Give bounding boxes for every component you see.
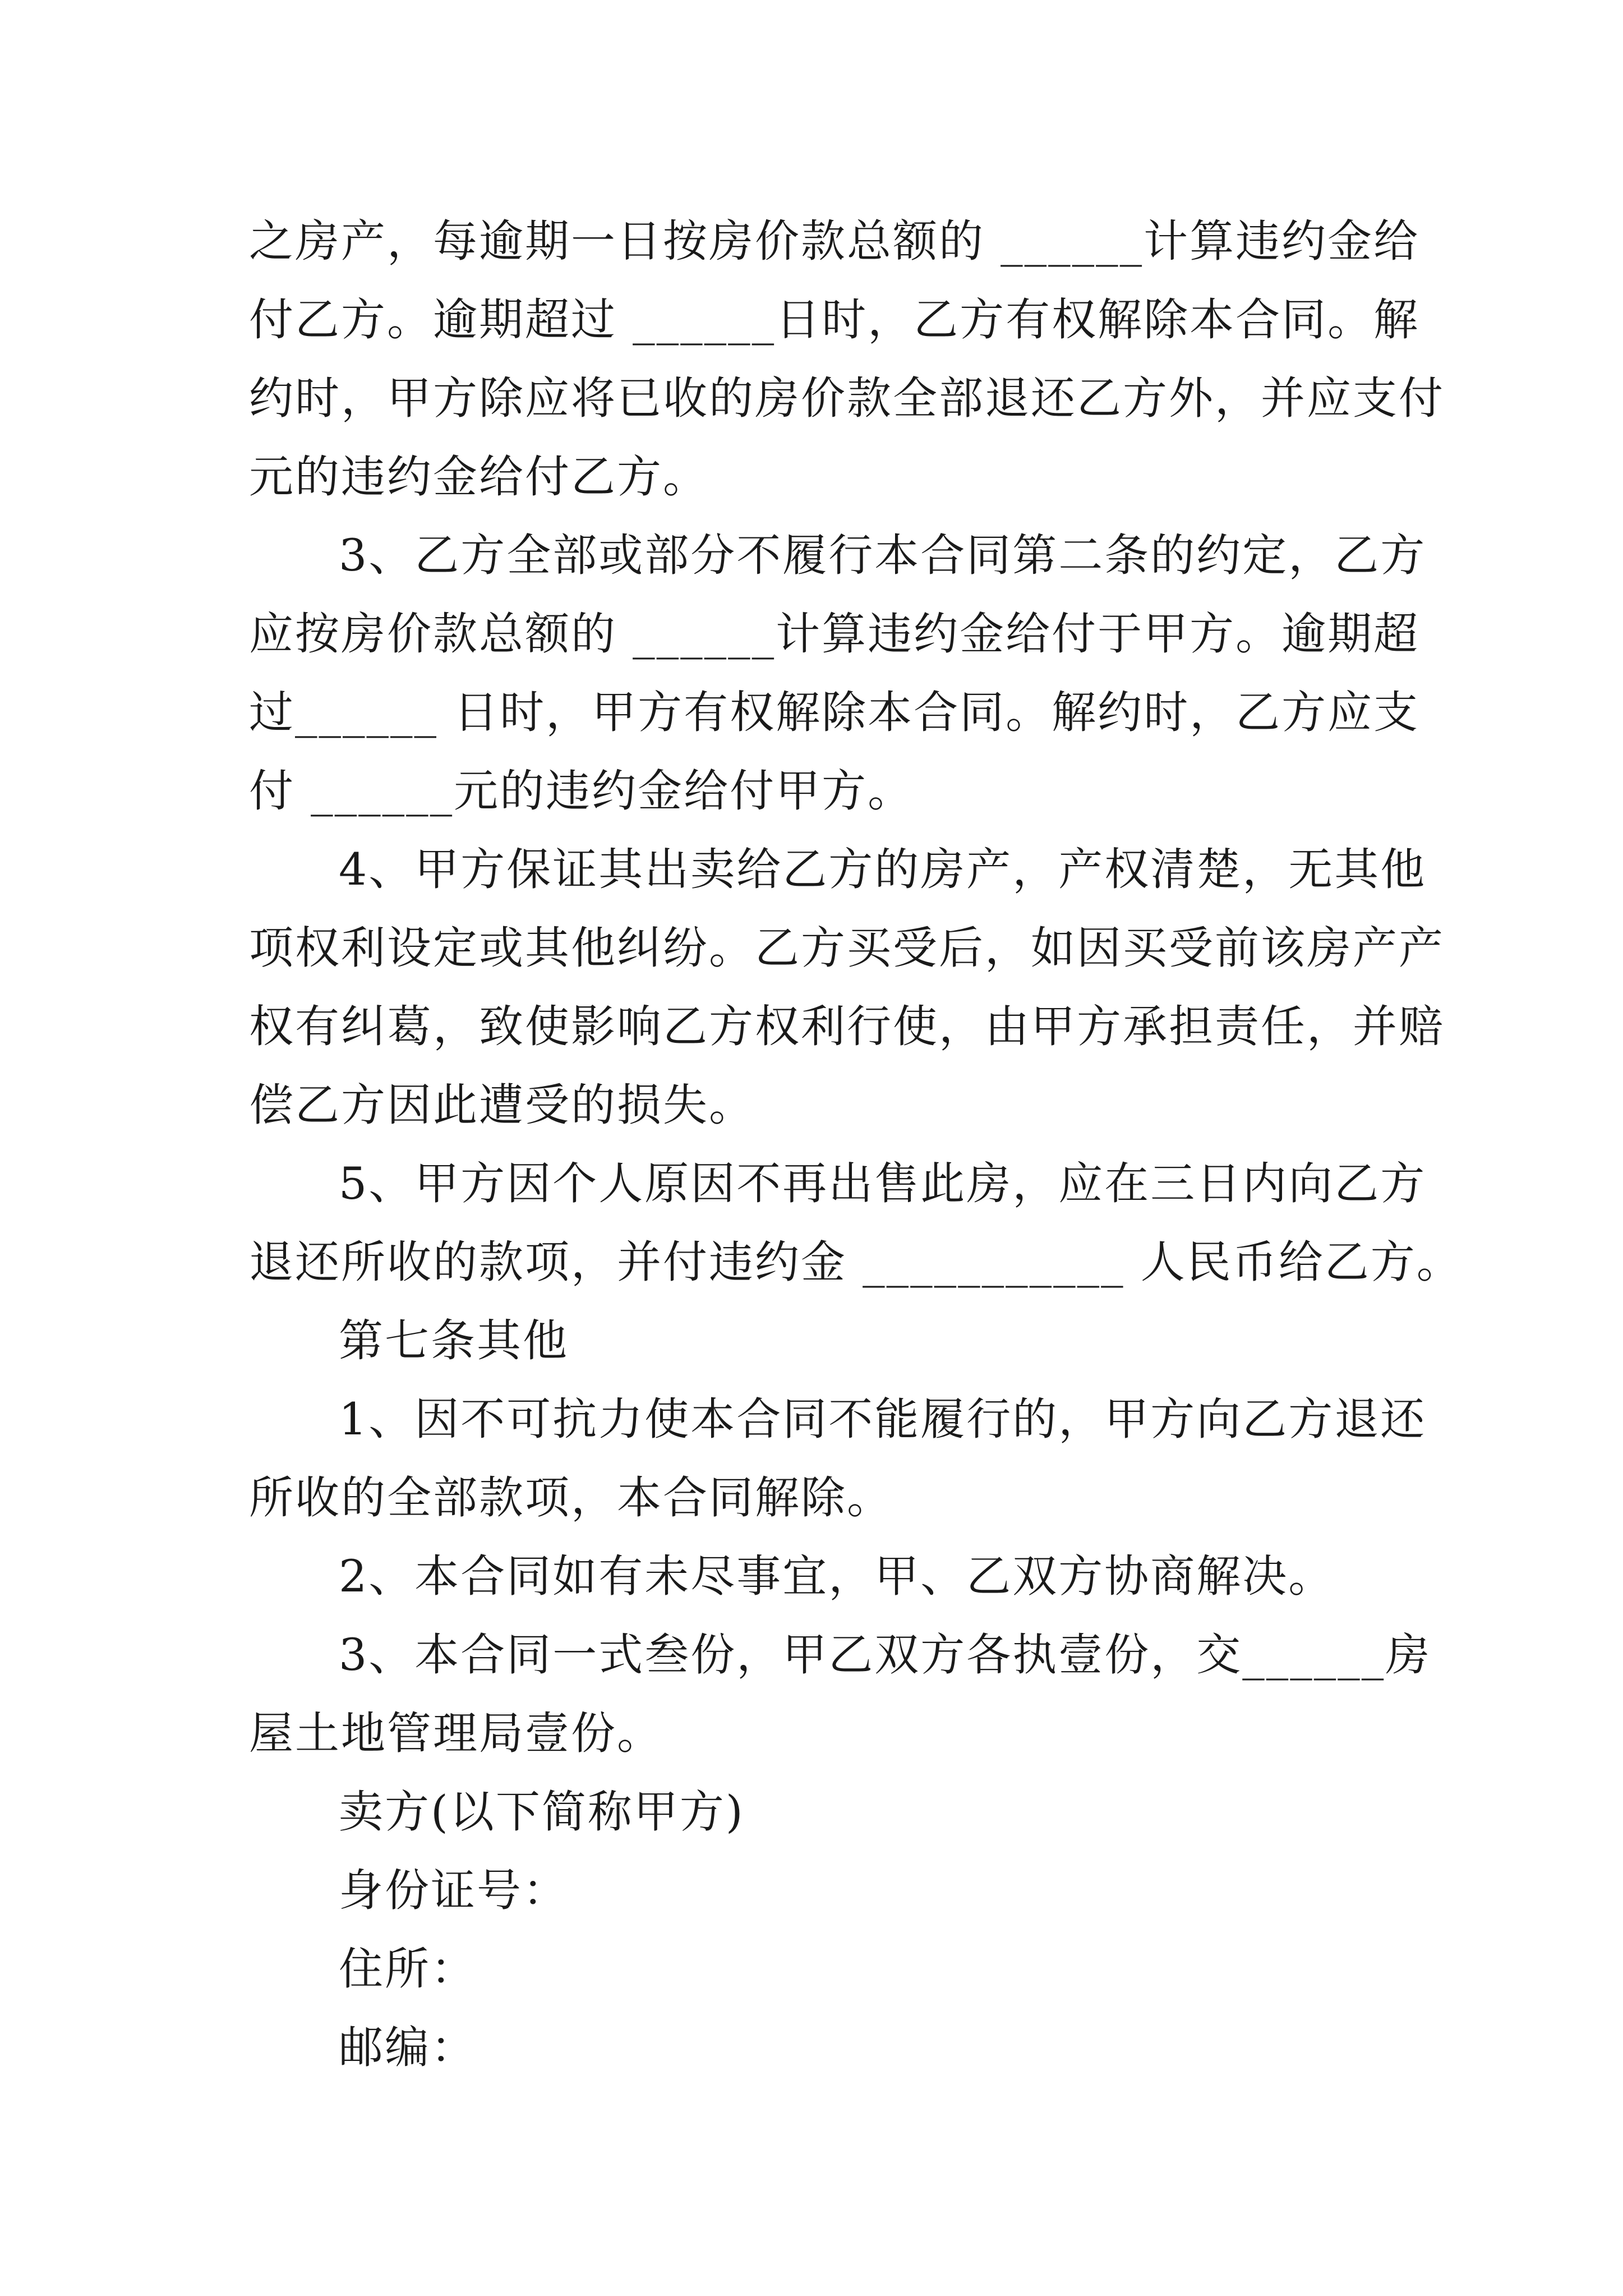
text-line: 付乙方。逾期超过 ______日时，乙方有权解除本合同。解 bbox=[249, 294, 1420, 346]
text-line: 权有纠葛，致使影响乙方权利行使，由甲方承担责任，并赔 bbox=[249, 1001, 1445, 1052]
text-line: 屋土地管理局壹份。 bbox=[249, 1708, 663, 1759]
text-line: 之房产，每逾期一日按房价款总额的 ______计算违约金给 bbox=[249, 215, 1420, 267]
text-line: 项权利设定或其他纠纷。乙方买受后，如因买受前该房产产 bbox=[249, 922, 1445, 974]
text-line: 3、乙方全部或部分不履行本合同第二条的约定，乙方 bbox=[339, 530, 1427, 581]
address-label: 住所： bbox=[339, 1943, 477, 1995]
text-line: 过______ 日时，甲方有权解除本合同。解约时，乙方应支 bbox=[249, 687, 1420, 738]
text-line: 1、因不可抗力使本合同不能履行的，甲方向乙方退还 bbox=[339, 1393, 1427, 1445]
text-line: 偿乙方因此遭受的损失。 bbox=[249, 1079, 755, 1131]
text-line: 退还所收的款项，并付违约金 ___________ 人民币给乙方。 bbox=[249, 1236, 1463, 1288]
section-heading: 第七条其他 bbox=[339, 1315, 569, 1366]
text-line: 所收的全部款项，本合同解除。 bbox=[249, 1472, 893, 1524]
text-line: 应按房价款总额的 ______计算违约金给付于甲方。逾期超 bbox=[249, 608, 1420, 660]
id-number-label: 身份证号： bbox=[339, 1865, 569, 1916]
text-line: 5、甲方因个人原因不再出售此房，应在三日内向乙方 bbox=[339, 1158, 1427, 1209]
contract-text bbox=[249, 202, 1463, 2087]
postcode-label: 邮编： bbox=[339, 2022, 477, 2073]
text-line: 2、本合同如有未尽事宜，甲、乙双方协商解决。 bbox=[339, 1550, 1335, 1602]
text-line: 4、甲方保证其出卖给乙方的房产，产权清楚，无其他 bbox=[339, 844, 1427, 895]
text-line: 约时，甲方除应将已收的房价款全部退还乙方外，并应支付 bbox=[249, 372, 1445, 424]
seller-label: 卖方(以下简称甲方) bbox=[339, 1786, 745, 1838]
text-line: 元的违约金给付乙方。 bbox=[249, 451, 709, 503]
text-line: 3、本合同一式叁份，甲乙双方各执壹份，交______房 bbox=[339, 1629, 1432, 1681]
text-line: 付 ______元的违约金给付甲方。 bbox=[249, 765, 914, 817]
